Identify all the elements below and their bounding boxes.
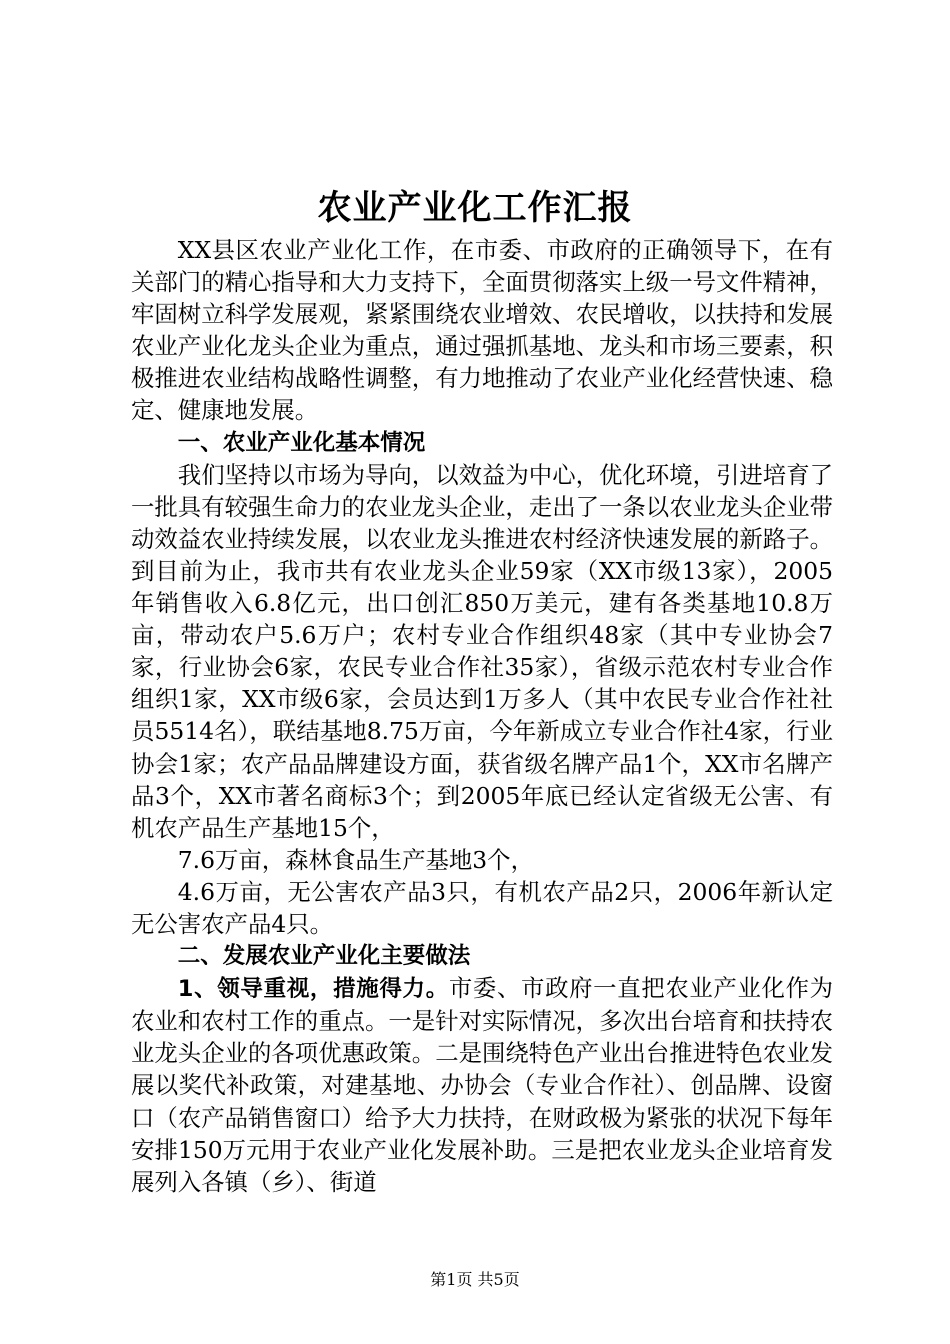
section-1-heading: 一、农业产业化基本情况 xyxy=(177,429,426,456)
section-2-heading: 二、发展农业产业化主要做法 xyxy=(177,943,471,970)
section-1-paragraph-1: 我们坚持以市场为导向，以效益为中心，优化环境，引进培育了一批具有较强生命力的农业龙头企业，走出了一条以农业龙头企业带动效益农业持续发展，以农业龙头推进农村经济快速发展的新路子。到目前为止，我市共有农业龙头企业59家（XX市级13家），2005年销售收入6.8亿元，出口创汇850万美元，建有各类基地10.8万亩，带动农户5.6万户；农村专业合作组织48家（其中专业协会7家，行业协会6家，农民专业合作社35家），省级示范农村专业合作组织1家，XX市级6家，会员达到1万多人（其中农民专业合作社社员5514名），联结基地8.75万亩，今年新成立专业合作社4家，行业协会1家；农产品品牌建设方面，获省级名牌产品1个，XX市名牌产品3个，XX市著名商标3个；到2005年底已经认定省级无公害、有机农产品生产基地15个， xyxy=(131,460,833,842)
section-2-item-1-text: 市委、市政府一直把农业产业化作为农业和农村工作的重点。一是针对实际情况，多次出台培育和扶持农业龙头企业的各项优惠政策。二是围绕特色产业出台推进特色农业发展以奖代补政策，对建基地、办协会（专业合作社）、创品牌、设窗口（农产品销售窗口）给予大力扶持，在财政极为紧张的状况下每年安排150万元用于农业产业化发展补助。三是把农业龙头企业培育发展列入各镇（乡）、街道 xyxy=(131,974,834,1196)
page-footer: 第1页 共5页 xyxy=(430,1270,520,1289)
intro-paragraph: XX县区农业产业化工作，在市委、市政府的正确领导下，在有关部门的精心指导和大力支持下，全面贯彻落实上级一号文件精神，牢固树立科学发展观，紧紧围绕农业增效、农民增收，以扶持和发展农业产业化龙头企业为重点，通过强抓基地、龙头和市场三要素，积极推进农业结构战略性调整，有力地推动了农业产业化经营快速、稳定、健康地发展。 xyxy=(131,236,833,425)
section-1-paragraph-3: 4.6万亩，无公害农产品3只，有机农产品2只，2006年新认定无公害农产品4只。 xyxy=(131,877,833,938)
section-2-item-1-lead: 1、领导重视，措施得力。 xyxy=(177,976,449,1003)
document-title: 农业产业化工作汇报 xyxy=(317,188,633,228)
section-2-item-1 xyxy=(131,972,833,1198)
section-1-paragraph-2: 7.6万亩，森林食品生产基地3个， xyxy=(177,845,534,874)
document-body xyxy=(131,234,833,1198)
